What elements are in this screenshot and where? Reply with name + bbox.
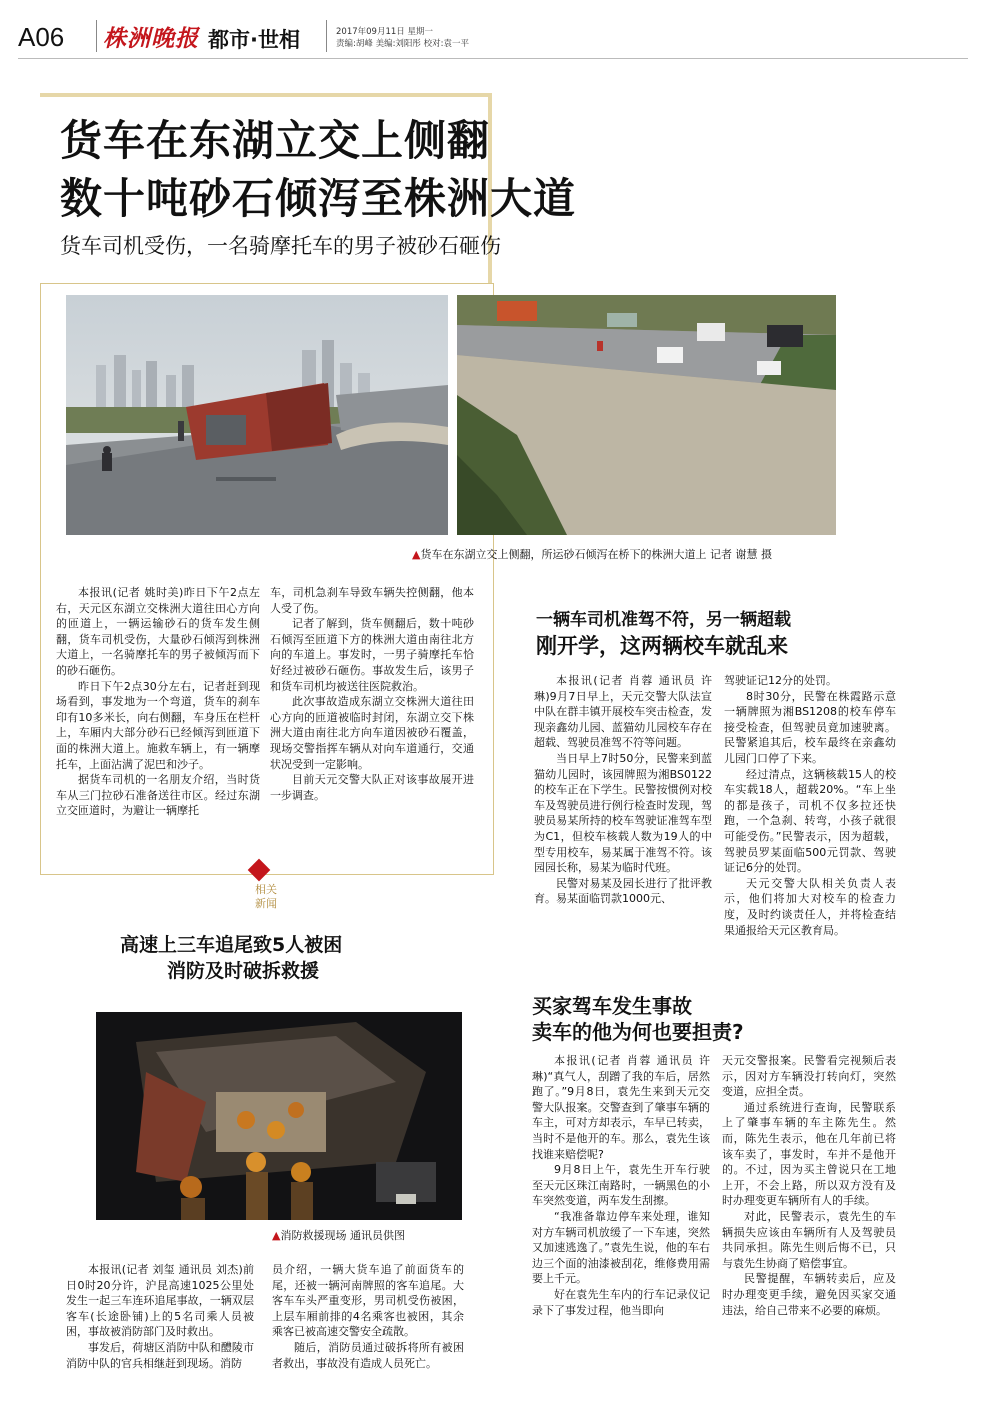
lead-photo-caption-text: 货车在东湖立交上侧翻，所运砂石倾泻在桥下的株洲大道上 记者 谢慧 摄 <box>420 548 772 561</box>
paragraph: 记者了解到，货车侧翻后，数十吨砂石倾泻至匝道下方的株洲大道由南往北方向的车道上。事发时，一男子骑摩托车恰好经过被砂石砸伤。事故发生后，该男子和货车司机均被送往医院救治。 <box>270 617 474 693</box>
lead-photo-sand-on-road <box>457 295 836 535</box>
car-sale-body-col2 <box>722 1053 896 1318</box>
paragraph: 员介绍，一辆大货车追了前面货车的尾，还被一辆河南牌照的客车追尾。大客车车头严重变形，男司机受伤被困，上层车厢前排的4名乘客也被困，其余乘客已被高速交警安全疏散。 <box>272 1263 464 1339</box>
paragraph: 通过系统进行查询，民警联系上了肇事车辆的车主陈先生。然而，陈先生表示，他在几年前已将该车卖了，事发时，车并不是他开的。不过，因为买主曾说只在工地上开，不会上路，所以双方没有及时办理变更车辆所有人的手续。 <box>722 1100 896 1208</box>
paragraph: 8时30分，民警在株霞路示意一辆牌照为湘BS1208的校车停车接受检查，但驾驶员竟加速驶离。民警紧追其后，校车最终在亲鑫幼儿园门口停了下来。 <box>724 689 896 765</box>
paragraph: 昨日下午2点30分左右，记者赶到现场看到，事发地为一个弯道，货车的刹车印有10多米长，向右侧翻，车身压在栏杆上，车厢内大部分砂石已经倾泻到匝道下面的株洲大道上。施救车辆上，有一辆摩托车，上面沾满了泥巴和沙子。 <box>56 679 260 771</box>
paragraph: 据货车司机的一名朋友介绍，当时货车从三门拉砂石准备送往市区。经过东湖立交匝道时，为避让一辆摩托 <box>56 773 260 818</box>
paragraph: 民警提醒，车辆转卖后，应及时办理变更手续，避免因买家交通违法，给自己带来不必要的麻烦。 <box>722 1272 896 1317</box>
issue-date: 2017年09月11日 星期一 <box>336 27 433 37</box>
paragraph: 当日早上7时50分，民警来到蓝猫幼儿园时，该园牌照为湘BS0122的校车正在下学生。民警按惯例对校车及驾驶员进行例行检查时发现，驾驶员易某所持的校车驾驶证准驾车型为C1，但校车核载人数为19人的中型专用校车，易某属于准驾不符。该园园长称，易某为临时代班。 <box>534 751 712 875</box>
paragraph: 对此，民警表示，袁先生的车辆损失应该由车辆所有人及驾驶员共同承担。陈先生则后悔不已，只与袁先生协商了赔偿事宜。 <box>722 1209 896 1270</box>
related-headline-line2: 消防及时破拆救援 <box>167 960 320 982</box>
paragraph: 随后，消防员通过破拆将所有被困者救出，事故没有造成人员死亡。 <box>272 1340 464 1370</box>
paragraph: 驾驶证记12分的处罚。 <box>724 674 837 687</box>
paragraph: 本报讯(记者 肖蓉 通讯员 许琳)9月7日早上，天元交警大队法宣中队在群丰镇开展校车突击检查，发现亲鑫幼儿园、蓝猫幼儿园校车存在超载、驾驶员准驾不符等问题。 <box>534 674 712 750</box>
school-bus-kicker: 一辆车司机准驾不符，另一辆超载 <box>536 610 791 630</box>
car-sale-headline-line1: 买家驾车发生事故 <box>532 994 692 1018</box>
paragraph: 本报讯(记者 肖蓉 通讯员 许琳)“真气人，刮蹭了我的车后，居然跑了。”9月8日，袁先生来到天元交警大队报案。交警查到了肇事车辆的车主，可对方却表示，车早已转卖，当时不是他开的车。那么，袁先生该找谁来赔偿呢? <box>532 1054 710 1161</box>
school-bus-body-col1 <box>534 673 712 907</box>
car-sale-headline-line2: 卖车的他为何也要担责? <box>532 1020 744 1044</box>
header-divider <box>326 20 327 52</box>
section-title: 都市·世相 <box>208 28 300 52</box>
lead-headline-line2: 数十吨砂石倾泻至株洲大道 <box>60 174 577 223</box>
car-sale-body-col1 <box>532 1053 710 1318</box>
lead-subhead: 货车司机受伤，一名骑摩托车的男子被砂石砸伤 <box>60 234 501 258</box>
caption-triangle-icon: ▲ <box>412 548 421 561</box>
paragraph: 9月8日上午，袁先生开车行驶至天元区珠江南路时，一辆黑色的小车突然变道，两车发生刮擦。 <box>532 1163 710 1208</box>
lead-photo-caption <box>412 546 772 562</box>
paragraph: 本报讯(记者 刘玺 通讯员 刘杰)前日0时20分许，沪昆高速1025公里处发生一起三车连环追尾事故，一辆双层客车(长途卧铺)上的5名司乘人员被困，事故被消防部门及时救出。 <box>66 1263 254 1339</box>
school-bus-body-col2 <box>724 673 896 938</box>
related-body-col2 <box>272 1262 464 1371</box>
lead-photo-overturned-truck <box>66 295 448 535</box>
masthead-logo: 株洲晚报 <box>103 25 199 52</box>
paragraph: 民警对易某及园长进行了批评教育。易某面临罚款1000元、 <box>534 876 712 906</box>
staff-credits: 责编:胡峰 美编:刘阳彤 校对:袁一平 <box>336 39 469 49</box>
related-photo-fire-rescue <box>96 1012 462 1220</box>
header-rule <box>18 58 968 59</box>
paragraph: 此次事故造成东湖立交株洲大道往田心方向的匝道被临时封闭，东湖立交下株洲大道由南往北方向车道因被砂石覆盖，现场交警指挥车辆从对向车道通行，交通状况受到一定影响。 <box>270 695 474 771</box>
lead-frame-top <box>40 93 492 97</box>
related-photo-caption-text: 消防救援现场 通讯员供图 <box>280 1229 405 1242</box>
page-number: A06 <box>18 22 65 52</box>
related-headline-line1: 高速上三车追尾致5人被困 <box>120 934 343 956</box>
paragraph: “我准备靠边停车来处理，谁知对方车辆司机放缓了一下车速，突然又加速逃逸了。”袁先生说，他的车右边三个面的油漆被刮花，维修费用需要上千元。 <box>532 1209 710 1286</box>
paragraph: 天元交警大队相关负责人表示，他们将加大对校车的检查力度，及时约谈责任人，并将检查结果通报给天元区教育局。 <box>724 876 896 937</box>
lead-headline-line1: 货车在东湖立交上侧翻 <box>60 116 491 165</box>
lead-body-col1 <box>56 585 260 819</box>
lead-body-col2 <box>270 585 474 803</box>
paragraph: 本报讯(记者 姚时美)昨日下午2点左右，天元区东湖立交株洲大道往田心方向的匝道上，一辆运输砂石的货车发生侧翻，货车司机受伤，大量砂石倾泻到株洲大道上，一名骑摩托车的男子被倾泻而下的砂石砸伤。 <box>56 586 260 677</box>
paragraph: 天元交警报案。民警看完视频后表示，因对方车辆没打转向灯，突然变道，应担全责。 <box>722 1054 896 1099</box>
related-body-col1 <box>66 1262 254 1371</box>
paragraph: 经过清点，这辆核载15人的校车实载18人，超载20%。“车上坐的都是孩子，司机不仅多拉还快跑，一个急刹、转弯，小孩子就很可能受伤。”民警表示，因为超载，驾驶员罗某面临500元罚款、驾驶证记6分的处罚。 <box>724 767 896 875</box>
caption-triangle-icon: ▲ <box>272 1229 281 1242</box>
related-photo-caption <box>272 1227 405 1243</box>
paragraph: 目前天元交警大队正对该事故展开进一步调查。 <box>270 773 474 802</box>
school-bus-headline: 刚开学，这两辆校车就乱来 <box>536 634 788 658</box>
header-divider <box>96 20 97 52</box>
paragraph: 车，司机急刹车导致车辆失控侧翻，他本人受了伤。 <box>270 586 474 615</box>
paragraph: 好在袁先生车内的行车记录仪记录下了事发过程，他当即向 <box>532 1287 710 1317</box>
paragraph: 事发后，荷塘区消防中队和醴陵市消防中队的官兵相继赶到现场。消防 <box>66 1340 254 1370</box>
related-news-label: 相关新闻 <box>255 883 277 910</box>
